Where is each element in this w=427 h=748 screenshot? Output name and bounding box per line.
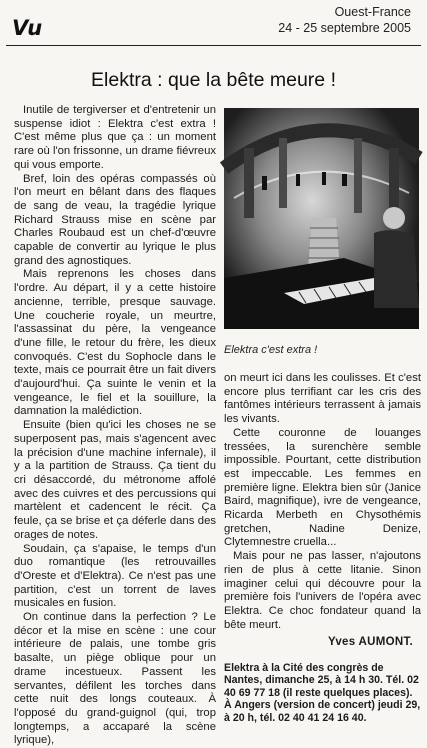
article-column-1: [14, 104, 216, 747]
paragraph: on meurt ici dans les coulisses. Et c'est encore plus terrifiant car les cris des fantômes intérieurs terrassent à jamais les vivants.: [224, 372, 421, 426]
page-header: [6, 4, 421, 46]
event-info: Elektra à la Cité des congrès de Nantes, dimanche 25, à 14 h 30. Tél. 02 40 69 77 18 (il reste quelques places). À Angers (version de concert) jeudi 29, à 20 h, tél. 02 40 41 24 16 40.: [224, 662, 421, 724]
paragraph: Mais pour ne pas lasser, n'ajoutons rien de plus à cette litanie. Sinon imaginer celui qui découvre pour la première fois l'univers de l'opéra avec Elektra. Ce choc fondateur quand la bête meurt.: [224, 550, 421, 631]
paragraph: Cette couronne de louanges tressées, la surenchère semble impossible. Pourtant, cette distribution est impeccable. Les femmes en première ligne. Elektra bien sûr (Janice Baird, magnifique), ivre de vengeance, Ricarda Merbeth en Chysothémis gretchen, Nadine Denize, Clytemnestre cruella...: [224, 426, 421, 549]
paragraph: Inutile de tergiverser et d'entretenir un suspense idiot : Elektra c'est extra ! C'est même plus que ça : un moment rare où l'on frissonne, un drame fiévreux qui vous emporte.: [14, 104, 216, 171]
masthead: [278, 4, 411, 36]
paragraph: Mais reprenons les choses dans l'ordre. Au départ, il y a cette histoire ancienne, terrible, presque sauvage. Une coucherie royale, un meurtre, l'assassinat du père, la vengeance d'une fille, le retour du frère, les dieux convoqués. C'est du Sophocle dans le texte, mais ce pourrait être un fait divers d'aujourd'hui. Ça suinte le venin et la vengeance, le fiel et la souillure, la damnation la malédiction.: [14, 268, 216, 418]
paragraph: Ensuite (bien qu'ici les choses ne se superposent pas, mais s'agencent avec la précision d'une machine infernale), il y a la partition de Strauss. Ça tient du cri désaccordé, du métronome affolé avec des cuivres et des percussions qui martèlent et cadencent le récit. Ça feule, ça se brise et ça déferle dans des orages de notes.: [14, 419, 216, 541]
stage-illustration: [224, 108, 419, 329]
paragraph: Soudain, ça s'apaise, le temps d'un duo romantique (les retrouvailles d'Oreste et d'Elektra). Ce n'est pas une partition, c'est un torrent de laves musicales en fusion.: [14, 542, 216, 610]
article-column-2: [224, 372, 421, 632]
photo-caption: Elektra c'est extra !: [224, 344, 318, 356]
publication-date: 24 - 25 septembre 2005: [278, 21, 411, 35]
author-byline: Yves AUMONT.: [328, 636, 413, 648]
opera-photo: [224, 108, 419, 329]
section-label: Vu: [12, 16, 43, 40]
article-headline: Elektra : que la bête meure !: [91, 69, 336, 91]
publication-name: Ouest-France: [334, 5, 411, 19]
paragraph: On continue dans la perfection ? Le décor et la mise en scène : une cour intérieure de palais, une tombe gris basalte, un piège oblique pour un drame incestueux. Passent les servantes, défilent les torches dans cette nuit des longs couteaux. À l'opposé du grand-guignol (qui, trop longtemps, a accaparé la scène lyrique),: [14, 611, 216, 747]
paragraph: Bref, loin des opéras compassés où l'on meurt en bêlant dans des flaques de sang de veau, la tragédie lyrique Richard Strauss mise en scène par Charles Roubaud est un chef-d'œuvre capable de convertir au lyrique le plus grand des agnostiques.: [14, 172, 216, 267]
